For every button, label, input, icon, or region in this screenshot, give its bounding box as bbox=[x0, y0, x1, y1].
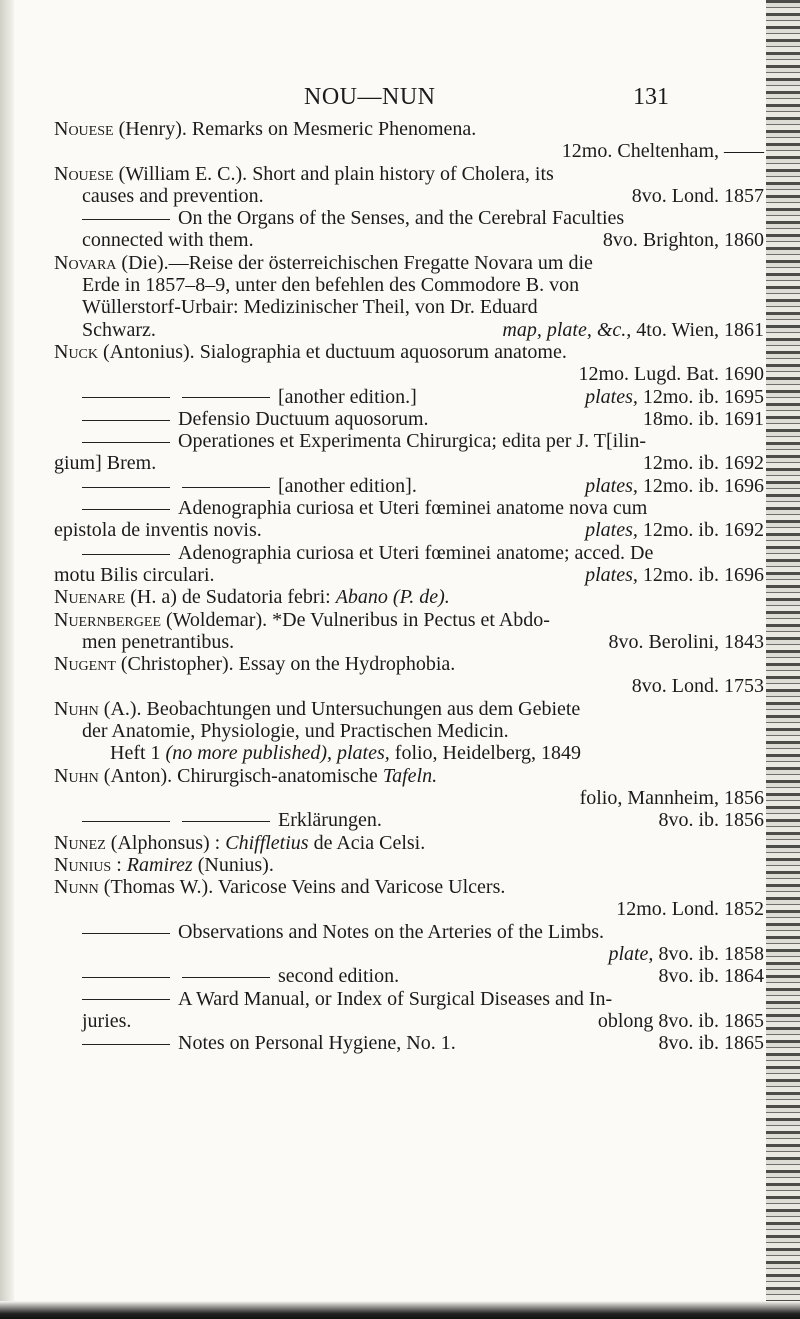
entry-title-cont: connected with them. bbox=[82, 229, 254, 252]
entry-title: Chirurgisch-anatomische bbox=[177, 764, 378, 787]
list-item bbox=[54, 609, 764, 631]
list-item bbox=[54, 876, 764, 898]
entry-title: On the Organs of the Senses, and the Cerebral Faculties bbox=[178, 207, 625, 230]
author-surname: Nugent bbox=[54, 653, 116, 676]
entry-title-cont: Wüllerstorf-Urbair: Medizinischer Theil, von Dr. Eduard bbox=[82, 296, 538, 319]
list-item bbox=[54, 965, 764, 987]
author-surname: Novara bbox=[54, 251, 117, 274]
author-forename: (Anton). bbox=[103, 764, 173, 787]
entry-title-cont: gium] Brem. bbox=[54, 452, 157, 475]
ditto-rule bbox=[82, 397, 170, 398]
entry-title: (Nunius). bbox=[197, 853, 274, 876]
ditto-rule bbox=[82, 999, 170, 1000]
entry-note: (no more published), plates, bbox=[165, 742, 390, 765]
list-item bbox=[54, 921, 764, 943]
author-forename: (H. a) bbox=[130, 586, 177, 609]
entry-imprint: 18mo. ib. 1691 bbox=[642, 407, 764, 430]
entry-title-cont: men penetrantibus. bbox=[82, 630, 235, 653]
list-item bbox=[54, 386, 764, 408]
entry-title: Notes on Personal Hygiene, No. 1. bbox=[178, 1032, 456, 1055]
author-forename: (Woldemar). bbox=[166, 608, 268, 631]
entry-title: Operationes et Experimenta Chirurgica; edita per J. T[ilin- bbox=[178, 430, 646, 453]
list-item bbox=[54, 854, 764, 876]
list-item bbox=[54, 542, 764, 564]
ditto-rule bbox=[82, 219, 170, 220]
entry-title: Varicose Veins and Varicose Ulcers. bbox=[217, 876, 506, 899]
entry-title: —Reise der österreichischen Fregatte Novara um die bbox=[168, 251, 593, 274]
entry-title: Sialographia et ductuum aquosorum anatome. bbox=[199, 340, 567, 363]
author-forename: (Thomas W.). bbox=[103, 876, 214, 899]
entry-title: Adenographia curiosa et Uteri fœminei anatome nova cum bbox=[178, 497, 648, 520]
entry-imprint: 8vo. ib. 1856 bbox=[658, 809, 764, 832]
list-item bbox=[54, 207, 764, 229]
entry-title-cont: Erde in 1857–8–9, unter den befehlen des Commodore B. von bbox=[82, 274, 580, 297]
entry-imprint: folio, Mannheim, 1856 bbox=[579, 786, 764, 809]
list-item bbox=[54, 698, 764, 720]
page-bottom-edge bbox=[0, 1301, 800, 1319]
list-item bbox=[54, 832, 764, 854]
bibliography-list bbox=[54, 118, 764, 1054]
author-forename: (Antonius). bbox=[103, 340, 195, 363]
entry-title: [another edition.] bbox=[278, 385, 417, 408]
entry-format: plates, bbox=[585, 474, 638, 497]
entry-title-cont: juries. bbox=[82, 1009, 132, 1032]
list-item bbox=[54, 1032, 764, 1054]
entry-title: Remarks on Mesmeric Phenomena. bbox=[191, 118, 477, 140]
entry-title-cont: Heft 1 bbox=[110, 742, 161, 765]
entry-title-cont: causes and prevention. bbox=[82, 184, 264, 207]
ditto-rule bbox=[82, 933, 170, 934]
author-surname: Nunn bbox=[54, 876, 99, 899]
list-item bbox=[54, 765, 764, 787]
entry-imprint: 8vo. Brighton, 1860 bbox=[602, 229, 764, 252]
list-item bbox=[54, 430, 764, 452]
entry-title: Adenographia curiosa et Uteri fœminei anatome; acced. De bbox=[178, 541, 654, 564]
entry-title: de Sudatoria febri: bbox=[181, 586, 331, 609]
author-surname: Nunius bbox=[54, 853, 112, 876]
entry-imprint: 8vo. ib. 1858 bbox=[658, 942, 764, 965]
entry-title-cont: epistola de inventis novis. bbox=[54, 519, 262, 542]
list-item bbox=[54, 988, 764, 1010]
ditto-rule bbox=[82, 420, 170, 421]
page-gutter-shadow bbox=[0, 0, 14, 1319]
entry-title: second edition. bbox=[278, 965, 400, 988]
author-surname: Nouese bbox=[54, 118, 114, 140]
entry-imprint: 4to. Wien, 1861 bbox=[636, 318, 764, 341]
author-surname: Nouese bbox=[54, 162, 114, 185]
entry-title-cont: Schwarz. bbox=[82, 318, 156, 341]
author-forename: (A.). bbox=[103, 697, 142, 720]
entry-imprint: 12mo. Lugd. Bat. 1690 bbox=[578, 363, 764, 386]
author-surname: Nuck bbox=[54, 340, 99, 363]
entry-imprint: 12mo. ib. 1696 bbox=[642, 563, 764, 586]
entry-title-italic: Tafeln. bbox=[382, 764, 438, 787]
ditto-rule bbox=[82, 509, 170, 510]
list-item bbox=[54, 252, 764, 274]
list-item bbox=[54, 408, 764, 430]
entry-imprint: 12mo. ib. 1692 bbox=[642, 452, 764, 475]
list-item bbox=[54, 163, 764, 185]
entry-imprint: 12mo. ib. 1696 bbox=[642, 474, 764, 497]
author-forename: : bbox=[116, 853, 122, 876]
author-surname: Nunez bbox=[54, 831, 106, 854]
entry-title: Short and plain history of Cholera, its bbox=[252, 162, 554, 185]
entry-format: plates, bbox=[585, 563, 638, 586]
author-forename: (Christopher). bbox=[120, 653, 234, 676]
entry-imprint: 8vo. Berolini, 1843 bbox=[608, 630, 764, 653]
entry-title: Erklärungen. bbox=[278, 809, 382, 832]
entry-imprint: oblong 8vo. ib. 1865 bbox=[597, 1009, 764, 1032]
ditto-rule bbox=[82, 1044, 170, 1045]
cross-reference: Ramirez bbox=[126, 853, 193, 876]
entry-format: plates, bbox=[585, 385, 638, 408]
entry-imprint: 8vo. ib. 1864 bbox=[658, 965, 764, 988]
page-number: 131 bbox=[633, 84, 669, 110]
list-item bbox=[54, 341, 764, 363]
entry-format: map, plate, &c., bbox=[502, 318, 632, 341]
entry-title: Observations and Notes on the Arteries of the Limbs. bbox=[178, 920, 605, 943]
cross-reference: Chiffletius bbox=[225, 831, 309, 854]
author-surname: Nuhn bbox=[54, 697, 99, 720]
entry-title: Beobachtungen und Untersuchungen aus dem Gebiete bbox=[146, 697, 581, 720]
author-surname: Nuenare bbox=[54, 586, 126, 609]
entry-title: A Ward Manual, or Index of Surgical Diseases and In- bbox=[178, 987, 613, 1010]
author-surname: Nuernbergee bbox=[54, 608, 161, 631]
entry-imprint: 8vo. Lond. 1857 bbox=[631, 184, 764, 207]
entry-title-cont: motu Bilis circulari. bbox=[54, 563, 215, 586]
entry-imprint: folio, Heidelberg, 1849 bbox=[394, 742, 582, 765]
entry-imprint: 12mo. Cheltenham, —— bbox=[561, 140, 764, 163]
entry-format: plate, bbox=[608, 942, 654, 965]
entry-title: Essay on the Hydrophobia. bbox=[238, 653, 456, 676]
entry-format: plates, bbox=[585, 519, 638, 542]
author-forename: (Alphonsus) : bbox=[110, 831, 221, 854]
list-item bbox=[54, 497, 764, 519]
entry-title: *De Vulneribus in Pectus et Abdo- bbox=[272, 608, 550, 631]
list-item bbox=[54, 809, 764, 831]
entry-imprint: 8vo. Lond. 1753 bbox=[631, 675, 764, 698]
entry-title: [another edition]. bbox=[278, 474, 417, 497]
author-forename: (Henry). bbox=[118, 118, 187, 140]
ditto-rule bbox=[182, 977, 270, 978]
cross-reference: Abano (P. de). bbox=[335, 586, 450, 609]
entry-title: de Acia Celsi. bbox=[313, 831, 426, 854]
ditto-rule bbox=[82, 977, 170, 978]
ditto-rule bbox=[82, 442, 170, 443]
ditto-rule bbox=[182, 821, 270, 822]
list-item bbox=[54, 586, 764, 608]
entry-title-cont: der Anatomie, Physiologie, und Practischen Medicin. bbox=[82, 720, 509, 743]
entry-imprint: 12mo. ib. 1695 bbox=[642, 385, 764, 408]
ditto-rule bbox=[82, 554, 170, 555]
ditto-rule bbox=[82, 821, 170, 822]
page-header bbox=[0, 84, 800, 114]
page-edge-binding bbox=[766, 0, 800, 1319]
entry-imprint: 8vo. ib. 1865 bbox=[658, 1032, 764, 1055]
ditto-rule bbox=[182, 487, 270, 488]
ditto-rule bbox=[182, 397, 270, 398]
entry-title: Defensio Ductuum aquosorum. bbox=[178, 407, 429, 430]
author-forename: (Die). bbox=[121, 251, 169, 274]
running-head: NOU—NUN bbox=[304, 84, 436, 110]
list-item bbox=[54, 118, 764, 140]
ditto-rule bbox=[82, 487, 170, 488]
author-surname: Nuhn bbox=[54, 764, 99, 787]
list-item bbox=[54, 475, 764, 497]
entry-imprint: 12mo. Lond. 1852 bbox=[616, 898, 764, 921]
entry-imprint: 12mo. ib. 1692 bbox=[642, 519, 764, 542]
list-item bbox=[54, 653, 764, 675]
author-forename: (William E. C.). bbox=[118, 162, 248, 185]
